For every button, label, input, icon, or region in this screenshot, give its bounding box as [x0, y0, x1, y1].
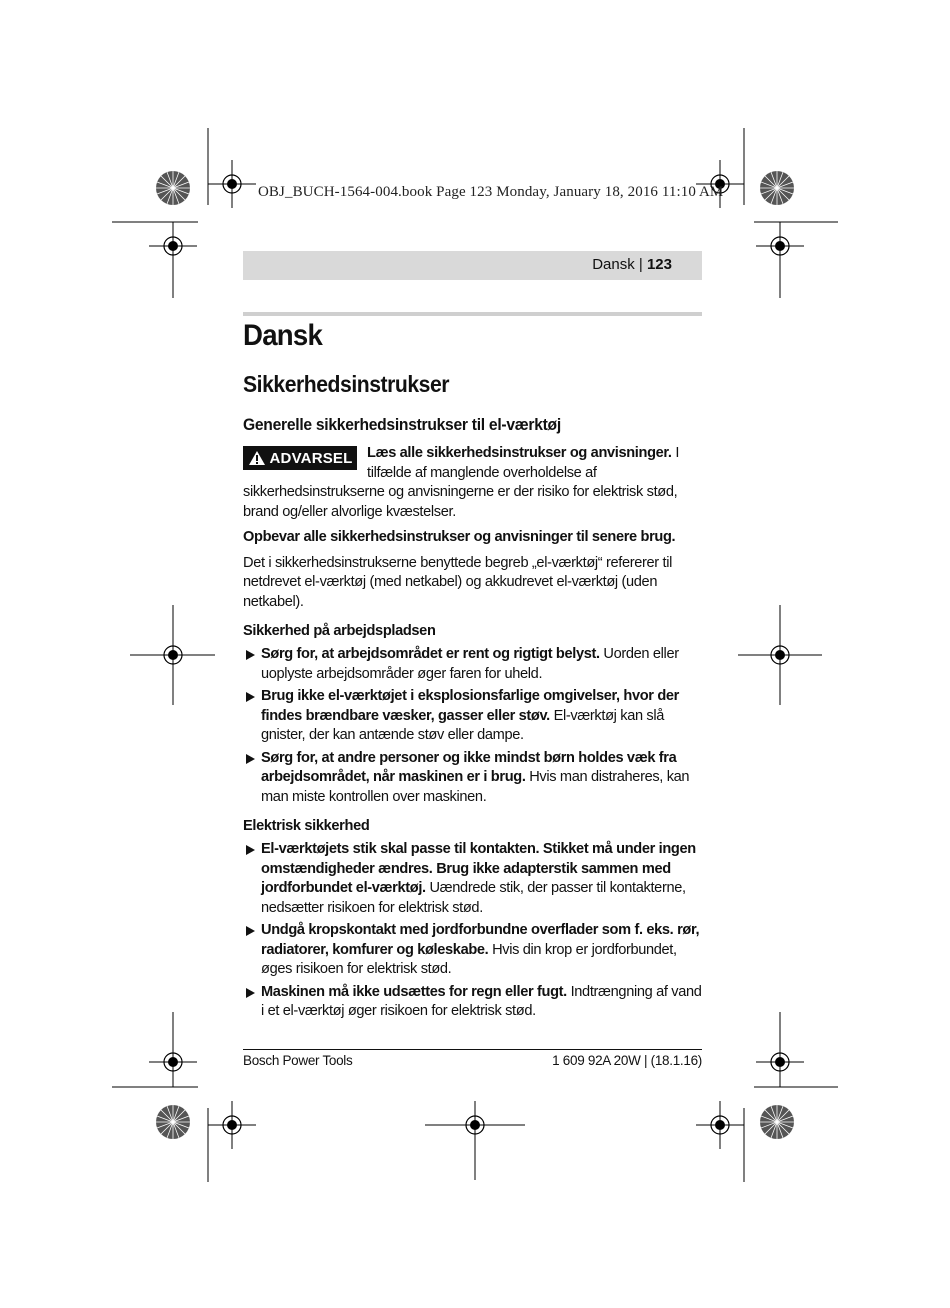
color-bar-mark-bottom-right — [760, 1105, 794, 1139]
bullet-arrow-icon — [246, 988, 255, 998]
definition-paragraph: Det i sikkerhedsinstrukserne benyttede begreb „el-værktøj“ refererer til netdrevet el-værktøj (med netkabel) og akkudrevet el-værktøj (uden netkabel). — [243, 554, 673, 610]
item-bold: Maskinen må ikke udsættes for regn eller fugt. — [261, 983, 567, 1000]
registration-mark-bottom-right — [696, 1101, 744, 1149]
warning-lead: Læs alle sikkerhedsinstrukser og anvisninger. — [367, 445, 672, 461]
list-item — [243, 840, 703, 918]
list-item — [243, 983, 703, 1022]
page-content — [243, 318, 703, 1025]
warning-block — [243, 444, 703, 522]
item-bold: Undgå kropskontakt med jordforbundne overflader som f. eks. rør, radiatorer, komfurer og køleskabe. — [261, 922, 700, 958]
item-text: Indtrængning af vand i et el-værktøj øger risikoen for elektrisk stød. — [261, 983, 702, 1019]
item-text: El-værktøj kan slå gnister, der kan antænde støv eller dampe. — [261, 707, 665, 743]
warning-body: I tilfælde af manglende overholdelse af sikkerhedsinstrukserne og anvisningerne er der risiko for elektrisk stød, brand og/eller alvorlige kvæstelser. — [243, 445, 680, 520]
header-page-number: 123 — [646, 256, 672, 273]
color-bar-mark-bottom-left — [156, 1105, 190, 1139]
list-item — [243, 749, 703, 808]
warning-triangle-icon — [248, 450, 266, 466]
print-info-line: OBJ_BUCH-1564-004.book Page 123 Monday, January 18, 2016 11:10 AM — [258, 184, 724, 200]
item-text: Uorden eller uoplyste arbejdsområder øger faren for uheld. — [261, 646, 679, 682]
bullet-arrow-icon — [246, 926, 255, 936]
item-text: Hvis din krop er jordforbundet, øges risikoen for elektrisk stød. — [261, 941, 677, 977]
footer-rule — [243, 1049, 702, 1050]
keep-instructions-text: Opbevar alle sikkerhedsinstrukser og anvisninger til senere brug. — [243, 529, 676, 545]
item-bold: El-værktøjets stik skal passe til kontakten. Stikket må under ingen omstændigheder ændres. Brug ikke adapterstik sammen med jordforbundet el-værktøj. — [261, 841, 696, 896]
list-item — [243, 687, 703, 746]
electrical-list — [243, 840, 703, 1022]
item-bold: Sørg for, at arbejdsområdet er rent og rigtigt belyst. — [261, 646, 600, 662]
workplace-heading: Sikkerhed på arbejdspladsen — [243, 623, 436, 639]
keep-instructions — [243, 528, 703, 548]
title-rule — [243, 312, 702, 316]
header-language: Dansk — [592, 256, 635, 273]
warning-badge — [243, 446, 357, 470]
subsection-title: Generelle sikkerhedsinstrukser til el-værktøj — [243, 415, 561, 434]
page-title: Dansk — [243, 319, 323, 352]
footer-brand: Bosch Power Tools — [243, 1053, 353, 1068]
warning-badge-label: ADVARSEL — [269, 449, 353, 467]
bullet-arrow-icon — [246, 650, 255, 660]
item-bold: Brug ikke el-værktøjet i eksplosionsfarlige omgivelser, hvor der findes brændbare væsker, gasser eller støv. — [261, 688, 679, 724]
section-title: Sikkerhedsinstrukser — [243, 371, 450, 397]
bullet-arrow-icon — [246, 692, 255, 702]
header-separator: | — [638, 256, 643, 273]
color-bar-mark-top-left — [156, 171, 190, 205]
item-bold: Sørg for, at andre personer og ikke mindst børn holdes væk fra arbejdsområdet, når maskinen er i brug. — [261, 749, 677, 785]
bullet-arrow-icon — [246, 754, 255, 764]
workplace-list — [243, 645, 703, 807]
page-header-band — [243, 251, 702, 280]
registration-mark-top-left — [208, 160, 256, 208]
registration-mark-bottom-left — [208, 1101, 256, 1149]
bullet-arrow-icon — [246, 845, 255, 855]
item-text: Uændrede stik, der passer til kontakterne, nedsætter risikoen for elektrisk stød. — [261, 880, 686, 916]
item-text: Hvis man distraheres, kan man miste kontrollen over maskinen. — [261, 769, 690, 805]
footer-doc-number: 1 609 92A 20W | (18.1.16) — [552, 1053, 702, 1068]
electrical-heading: Elektrisk sikkerhed — [243, 818, 370, 834]
page-header — [592, 256, 672, 273]
color-bar-mark-top-right — [760, 171, 794, 205]
list-item — [243, 921, 703, 980]
list-item — [243, 645, 703, 684]
